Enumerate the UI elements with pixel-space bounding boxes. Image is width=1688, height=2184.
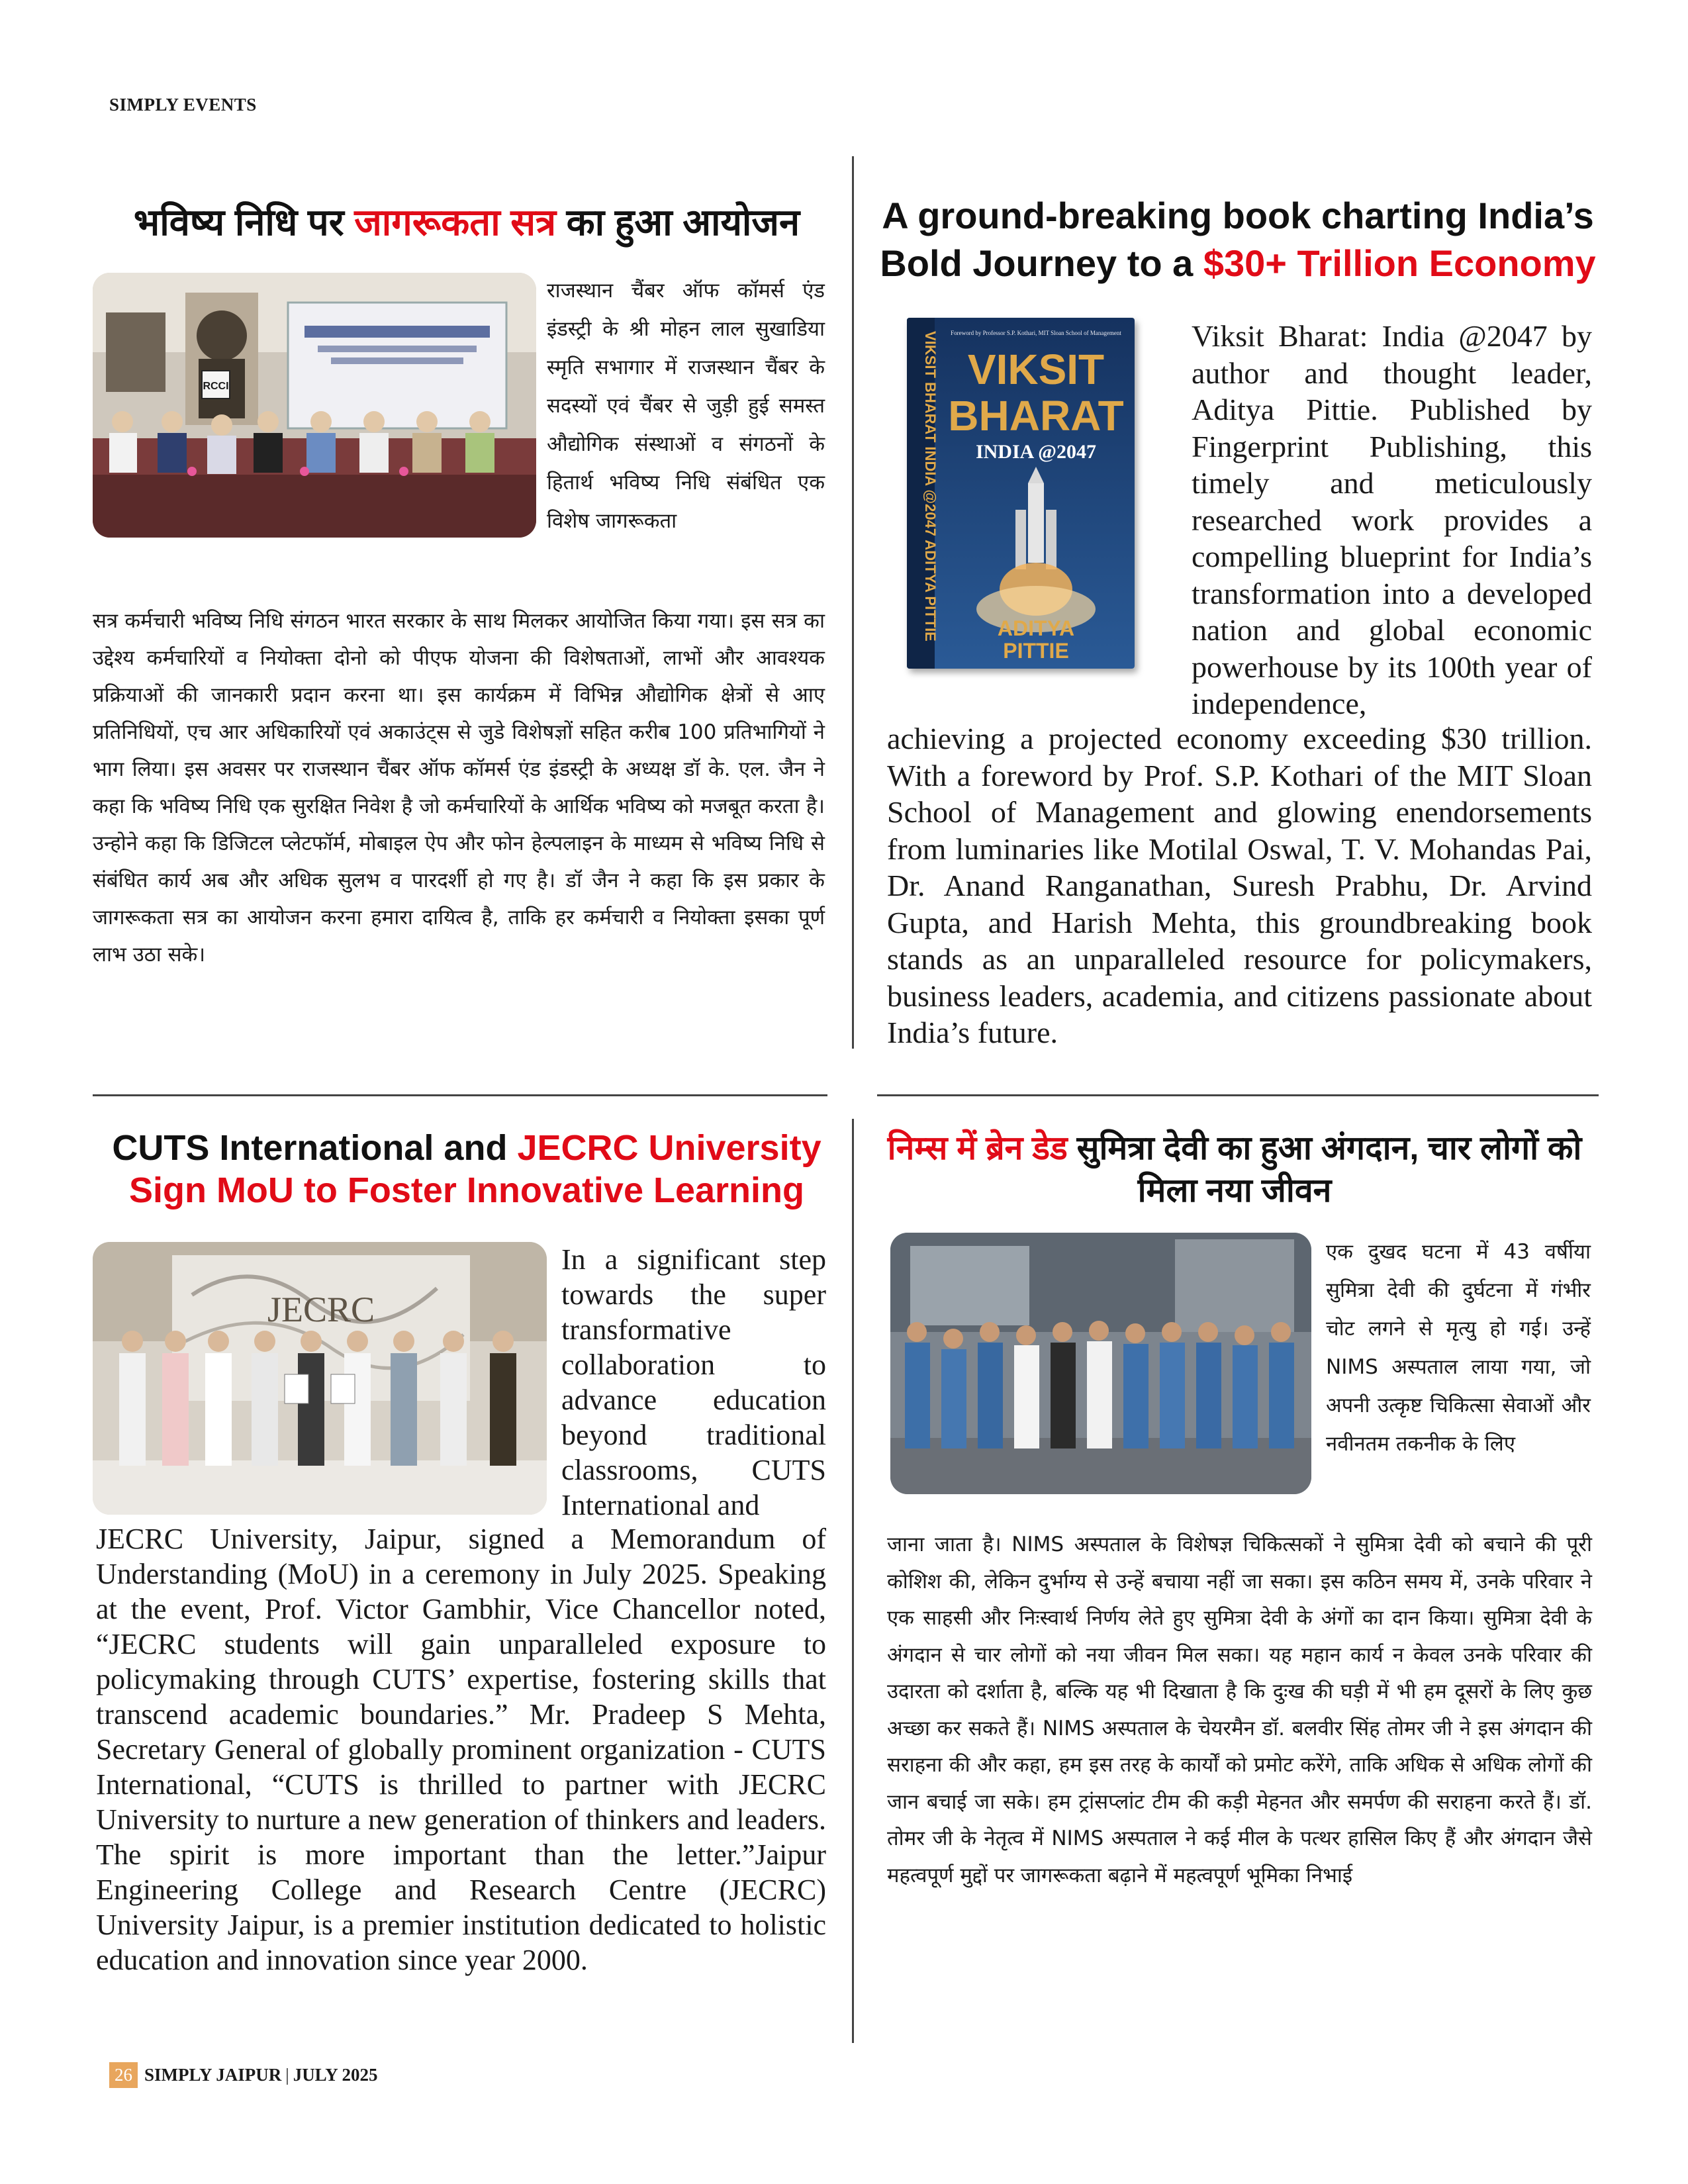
book-author-2: PITTIE	[1003, 639, 1069, 663]
article-1-body: सत्र कर्मचारी भविष्य निधि संगठन भारत सरकार के साथ मिलकर आयोजित किया गया। इस सत्र का उद्देश्य कर्मचारियों व नियोक्ता दोनो को पीएफ योजना की विशेषताओं, लाभों और आवश्यक प्रक्रियाओं की जानकारी प्रदान करना था। इस कार्यक्रम में विभिन्न औद्योगिक क्षेत्रों से आए प्रतिनिधियों, एच आर अधिकारियों एवं अकाउंट्स से जुडे विशेषज्ञों सहित करीब 100 प्रतिभागियों ने भाग लिया। इस अवसर पर राजस्थान चैंबर ऑफ कॉमर्स एंड इंडस्ट्री के अध्यक्ष डॉ के. एल. जैन ने कहा कि भविष्य निधि एक सुरक्षित निवेश है जो कर्मचारियों के आर्थिक भविष्य को मजबूत करता है। उन्होने कहा कि डिजिटल प्लेटफॉर्म, मोबाइल ऐप और फोन हेल्पलाइन के माध्यम से भविष्य निधि से संबंधित कार्य अब और अधिक सुलभ व पारदर्शी हो गए है। डॉ जैन ने कहा कि इस प्रकार के जागरूकता सत्र का आयोजन करना हमारा दायित्व है, ताकि हर कर्मचारी व नियोक्ता इसका पूर्ण लाभ उठा सके।	[93, 609, 825, 967]
article-4-photo	[890, 1233, 1311, 1494]
headline-part: का हुआ आयोजन	[556, 201, 800, 243]
footer-separator: |	[285, 2064, 289, 2085]
book-subtitle: INDIA @2047	[975, 441, 1097, 463]
column-divider-top	[852, 156, 854, 1049]
photo-banner-rcci: RCCI	[203, 381, 229, 392]
book-author-1: ADITYA	[997, 616, 1075, 640]
article-2-intro: Viksit Bharat: India @2047 by author and thought leader, Aditya Pittie. Published by Fingerprint Publishing, this timely and meticulously researched work provides a compelling blueprint for India’s transformation into a developed nation and global economic powerhouse by its 100th year of independence,	[1192, 319, 1592, 720]
row-divider-left	[93, 1094, 827, 1096]
headline-line-1: A ground-breaking book charting India’s	[882, 195, 1594, 236]
publication-name: SIMPLY JAIPUR	[144, 2064, 282, 2085]
book-foreword-line: Foreword by Professor S.P. Kothari, MIT Sloan School of Management	[951, 330, 1121, 336]
article-1-headline	[93, 196, 841, 249]
article-2-body: achieving a projected economy exceeding $30 trillion. With a foreword by Prof. S.P. Kothari of the MIT Sloan School of Management and glowing enendorsements from luminaries like Motilal Oswal, T. V. Mohandas Pai, Dr. Anand Ranganathan, Suresh Prabhu, Dr. Arvind Gupta, and Harish Mehta, this groundbreaking book stands as an unparalleled resource for policymakers, business leaders, academia, and citizens passionate about India’s future.	[887, 722, 1592, 1049]
photo-banner-jecrc: JECRC	[267, 1290, 375, 1329]
book-cover	[907, 318, 1135, 669]
headline-part: CUTS International and	[112, 1128, 518, 1168]
seminar-photo-illustration	[93, 273, 536, 538]
section-label: SIMPLY EVENTS	[109, 95, 257, 115]
headline-highlight: $30+ Trillion Economy	[1203, 242, 1596, 284]
page-footer	[109, 2060, 377, 2089]
page-number: 26	[109, 2062, 138, 2088]
article-3-photo	[93, 1242, 547, 1515]
article-4-body: जाना जाता है। NIMS अस्पताल के विशेषज्ञ चिकित्सकों ने सुमित्रा देवी को बचाने की पूरी कोशिश की, लेकिन दुर्भाग्य से उन्हें बचाया नहीं जा सका। इस कठिन समय में, उनके परिवार ने एक साहसी और निःस्वार्थ निर्णय लेते हुए सुमित्रा देवी के अंगों का दान किया। सुमित्रा देवी के अंगदान से चार लोगों को नया जीवन मिल सका। यह महान कार्य न केवल उनके परिवार की उदारता को दर्शाता है, बल्कि यह भी दिखाता है कि दुःख की घड़ी में भी हम दूसरों के लिए कुछ अच्छा कर सकते हैं। NIMS अस्पताल के चेयरमैन डॉ. बलवीर सिंह तोमर जी ने इस अंगदान की सराहना की और कहा, हम इस तरह के कार्यों को प्रमोट करेंगे, ताकि अधिक से अधिक लोगों की जान बचाई जा सके। हम ट्रांसप्लांट टीम की कड़ी मेहनत और समर्पण की सराहना करते हैं। डॉ. तोमर जी के नेतृत्व में NIMS अस्पताल ने कई मील के पत्थर हासिल किए हैं और अंगदान जैसे महत्वपूर्ण मुद्दों पर जागरूकता बढ़ाने में महत्वपूर्ण भूमिका निभाई	[887, 1533, 1592, 1887]
hospital-team-photo-illustration	[890, 1233, 1311, 1494]
headline-part: भविष्य निधि पर	[133, 201, 355, 243]
headline-highlight: जागरूकता सत्र	[354, 201, 557, 243]
book-spine-text: VIKSIT BHARAT INDIA @2047 ADITYA PITTIE	[922, 331, 939, 641]
headline-part: Bold Journey to a	[880, 242, 1203, 284]
row-divider-right	[877, 1094, 1599, 1096]
book-cover-illustration	[907, 318, 1135, 669]
book-title-2: BHARAT	[948, 392, 1124, 440]
column-divider-bottom	[852, 1119, 854, 2043]
headline-highlight-2: Sign MoU to Foster Innovative Learning	[128, 1170, 805, 1210]
article-1-intro: राजस्थान चैंबर ऑफ कॉमर्स एंड इंडस्ट्री के श्री मोहन लाल सुखाडिया स्मृति सभागार में राजस्थान चैंबर के सदस्यों एवं चैंबर से जुड़ी हुई समस्त औद्योगिक संस्थाओं व संगठनों के हितार्थ भविष्य निधि संबंधित एक विशेष जागरूकता	[547, 279, 825, 533]
article-4-intro: एक दुखद घटना में 43 वर्षीया सुमित्रा देवी की दुर्घटना में गंभीर चोट लगने से मृत्यु हो गई। उन्हें NIMS अस्पताल लाया गया, जो अपनी उत्कृष्ट चिकित्सा सेवाओं और नवीनतम तकनीक के लिए	[1326, 1240, 1591, 1456]
article-4-headline	[861, 1127, 1609, 1211]
issue-date: JULY 2025	[293, 2064, 378, 2085]
mou-photo-illustration	[93, 1242, 547, 1515]
article-1-photo	[93, 273, 536, 538]
book-title-1: VIKSIT	[967, 346, 1105, 393]
article-3-headline	[93, 1127, 841, 1211]
headline-part: सुमित्रा देवी का हुआ अंगदान, चार लोगों को मिला नया जीवन	[1067, 1129, 1582, 1209]
article-2-headline	[867, 192, 1609, 287]
headline-highlight-1: JECRC University	[517, 1128, 821, 1168]
headline-highlight: निम्स में ब्रेन डेड	[887, 1129, 1068, 1166]
article-3-body: JECRC University, Jaipur, signed a Memorandum of Understanding (MoU) in a ceremony in July 2025. Speaking at the event, Prof. Victor Gambhir, Vice Chancellor noted, “JECRC students will gain unparalleled exposure to policymaking through CUTS’ expertise, fostering skills that transcend academic boundaries.” Mr. Pradeep S Mehta, Secretary General of globally prominent organization - CUTS International, “CUTS is thrilled to partner with JECRC University to nurture a new generation of thinkers and leaders. The spirit is more important than the letter.”Jaipur Engineering College and Research Centre (JECRC) University Jaipur, is a premier institution dedicated to holistic education and innovation since year 2000.	[96, 1523, 826, 1976]
article-3-intro: In a significant step towards the super transformative collaboration to advance education beyond traditional classrooms, CUTS International and	[561, 1243, 826, 1521]
